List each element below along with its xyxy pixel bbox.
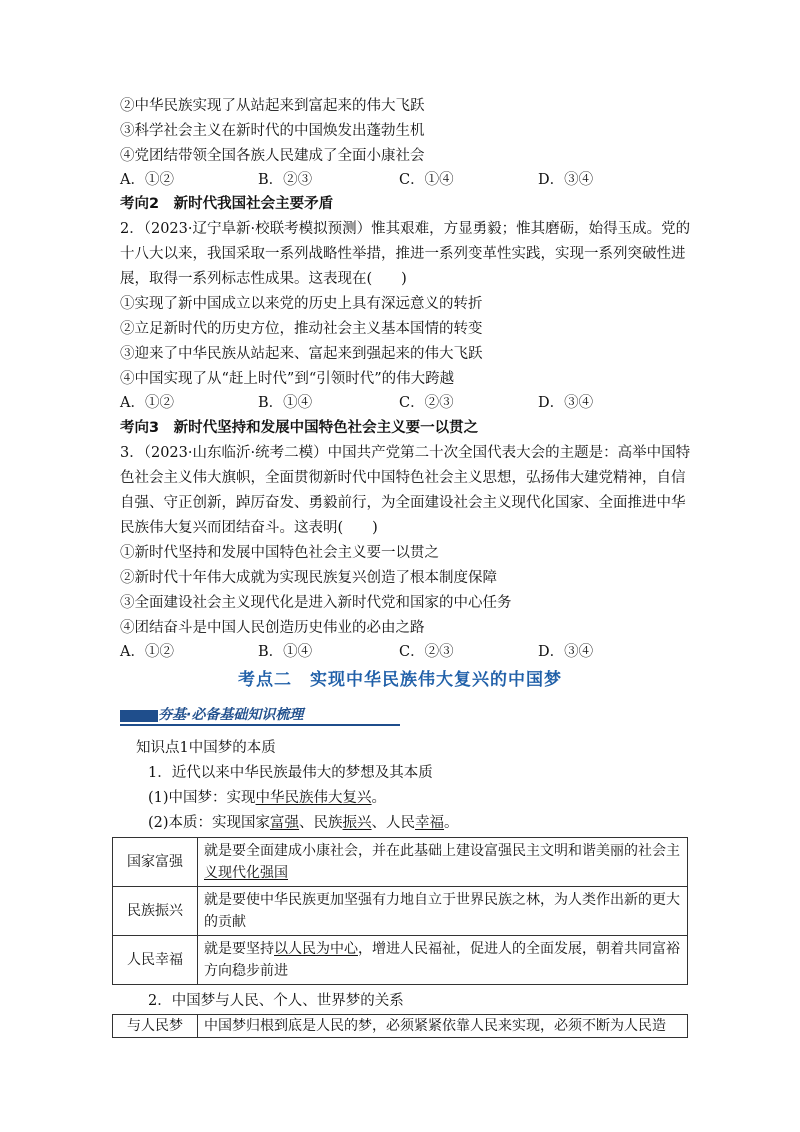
kp1-dream-underlined: 中华民族伟大复兴 xyxy=(255,790,372,806)
q3-option-a: A．①② xyxy=(120,644,174,660)
row-text-renmin-b: ，增进人民福祉，促进人的全面发展，朝着共同富裕方向稳步前进 xyxy=(204,941,680,979)
q2-stem-3: 展，取得一系列标志性成果。这表现在( ) xyxy=(120,271,407,287)
kaoxiang-3-heading: 考向3 新时代坚持和发展中国特色社会主义要一以贯之 xyxy=(120,420,479,436)
q3-item-2: ②新时代十年伟大成就为实现民族复兴创造了根本制度保障 xyxy=(120,570,497,586)
kp1-dream-suffix: 。 xyxy=(371,790,387,806)
banner-text: 夯基·必备基础知识梳理 xyxy=(158,707,304,723)
row-text-minzu: 就是要使中华民族更加坚强有力地自立于世界民族之林，为人类作出新的更大的贡献 xyxy=(198,887,688,936)
table-row xyxy=(113,936,688,985)
table-row xyxy=(113,887,688,936)
q2-item-1: ①实现了新中国成立以来党的历史上具有深远意义的转折 xyxy=(120,296,483,312)
q1-option-d: D．③④ xyxy=(538,172,594,188)
q1-item-2: ②中华民族实现了从站起来到富起来的伟大飞跃 xyxy=(120,98,425,114)
q1-option-a: A．①② xyxy=(120,172,174,188)
row-head-minzu: 民族振兴 xyxy=(113,887,198,936)
q3-option-b: B．①④ xyxy=(258,644,313,660)
kp1-essence-sep2: 、人民 xyxy=(371,815,416,831)
essence-table xyxy=(112,837,688,985)
row-text-renminmeng: 中国梦归根到底是人民的梦，必须紧紧依靠人民来实现，必须不断为人民造 xyxy=(198,1015,688,1038)
row-text-guojia-a: 就是要全面建成小康社会，并在此基础上建设富强民主文明和谐美丽的社会主 xyxy=(204,843,680,859)
row-text-renmin-a: 就是要坚持 xyxy=(204,941,274,957)
q1-item-4: ④党团结带领全国各族人民建成了全面小康社会 xyxy=(120,148,425,164)
row-head-renminmeng: 与人民梦 xyxy=(113,1015,198,1038)
q1-item-3: ③科学社会主义在新时代的中国焕发出蓬勃生机 xyxy=(120,123,425,139)
q2-option-d: D．③④ xyxy=(538,395,594,411)
q3-item-3: ③全面建设社会主义现代化是进入新时代党和国家的中心任务 xyxy=(120,595,512,611)
q2-option-a: A．①② xyxy=(120,395,174,411)
row-text-renmin xyxy=(198,936,688,985)
q1-option-c: C．①④ xyxy=(399,172,454,188)
q2-item-4: ④中国实现了从“赶上时代”到“引领时代”的伟大跨越 xyxy=(120,371,455,387)
banner-bar xyxy=(120,710,158,722)
q2-option-b: B．①④ xyxy=(258,395,313,411)
row-text-renmin-underlined: 以人民为中心 xyxy=(274,941,358,957)
row-head-renmin: 人民幸福 xyxy=(113,936,198,985)
section-title: 考点二 实现中华民族伟大复兴的中国梦 xyxy=(238,670,562,690)
row-text-guojia-underlined: 义现代化强国 xyxy=(204,865,288,881)
kp1-essence-sep1: 、民族 xyxy=(299,815,343,831)
q1-option-b: B．②③ xyxy=(258,172,313,188)
kp1-essence xyxy=(148,813,459,833)
kp1-essence-prefix: (2)本质：实现国家 xyxy=(148,815,271,831)
row-head-guojia: 国家富强 xyxy=(113,838,198,887)
q3-option-c: C．②③ xyxy=(399,644,454,660)
table-row xyxy=(113,838,688,887)
kp1-essence-xingfu: 幸福 xyxy=(415,815,445,831)
table-row xyxy=(113,1015,688,1038)
q2-option-c: C．②③ xyxy=(399,395,454,411)
row-text-guojia xyxy=(198,838,688,887)
q3-stem-4: 民族伟大复兴而团结奋斗。这表明( ) xyxy=(120,520,378,536)
q3-item-1: ①新时代坚持和发展中国特色社会主义要一以贯之 xyxy=(120,545,439,561)
relation-table xyxy=(112,1014,688,1038)
kp1-dream xyxy=(148,788,386,808)
kp1-title: 知识点1中国梦的本质 xyxy=(136,740,276,756)
q2-item-2: ②立足新时代的历史方位，推动社会主义基本国情的转变 xyxy=(120,321,483,337)
kaoxiang-2-heading: 考向2 新时代我国社会主要矛盾 xyxy=(120,196,334,212)
q3-stem-3: 自强、守正创新，踔厉奋发、勇毅前行，为全面建设社会主义现代化国家、全面推进中华 xyxy=(120,495,686,511)
kp2-title: 2．中国梦与人民、个人、世界梦的关系 xyxy=(148,993,404,1009)
q2-stem-1: 2．（2023·辽宁阜新·校联考模拟预测）惟其艰难，方显勇毅；惟其磨砺，始得玉成。党的 xyxy=(120,221,691,237)
banner-rule xyxy=(120,724,400,726)
q3-item-4: ④团结奋斗是中国人民创造历史伟业的必由之路 xyxy=(120,620,425,636)
kp1-dream-prefix: (1)中国梦：实现 xyxy=(148,790,256,806)
q3-stem-1: 3．（2023·山东临沂·统考二模）中国共产党第二十次全国代表大会的主题是：高举中国特 xyxy=(120,445,691,461)
kp1-essence-suffix: 。 xyxy=(444,815,459,831)
q3-stem-2: 色社会主义伟大旗帜，全面贯彻新时代中国特色社会主义思想，弘扬伟大建党精神，自信 xyxy=(120,470,686,486)
q2-item-3: ③迎来了中华民族从站起来、富起来到强起来的伟大飞跃 xyxy=(120,346,483,362)
section-banner xyxy=(120,704,400,726)
q2-stem-2: 十八大以来，我国采取一系列战略性举措，推进一系列变革性实践，实现一系列突破性进 xyxy=(120,246,686,262)
q3-option-d: D．③④ xyxy=(538,644,594,660)
kp1-essence-zhenxing: 振兴 xyxy=(342,815,372,831)
kp1-sub1: 1．近代以来中华民族最伟大的梦想及其本质 xyxy=(148,765,433,781)
kp1-essence-fuqiang: 富强 xyxy=(270,815,300,831)
